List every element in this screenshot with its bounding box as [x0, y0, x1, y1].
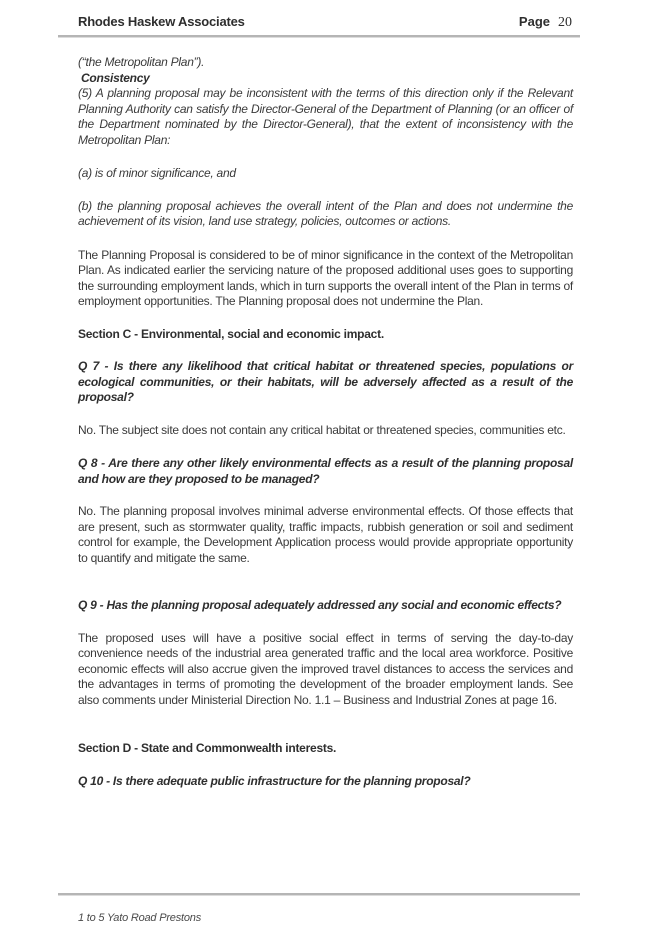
- footer-address: 1 to 5 Yato Road Prestons: [78, 912, 202, 924]
- question-8: Q 8 - Are there any other likely environmental effects as a result of the planning proposal and how are they proposed to be managed?: [78, 456, 573, 486]
- page-indicator: [519, 14, 572, 31]
- section-c-heading: Section C - Environmental, social and economic impact.: [78, 326, 384, 341]
- answer-9: The proposed uses will have a positive social effect in terms of serving the day-to-day convenience needs of the industrial area generated traffic and the local area workforce. Positive economic effects will also accrue given the improved travel distances to access the services and the advantages in terms of promoting the development of the broader employment lands. See also comments under Ministerial Direction No. 1.1 – Business and Industrial Zones at page 16.: [78, 630, 573, 707]
- page-number: 20: [558, 15, 572, 30]
- clause-5: (5) A planning proposal may be inconsistent with the terms of this direction only if the Relevant Planning Authority can satisfy the Director-General of the Department of Planning (or an officer of the Department nominated by the Director-General), that the extent of inconsistency with the Metropolitan Plan:: [78, 86, 573, 147]
- clause-a: (a) is of minor significance, and: [78, 166, 236, 180]
- answer-8: No. The planning proposal involves minimal adverse environmental effects. Of those effects that are present, such as stormwater quality, traffic impacts, rubbish generation or soil and sediment control for example, the Development Application process would provide appropriate opportunity to quantify and mitigate the same.: [78, 504, 573, 565]
- question-10: Q 10 - Is there adequate public infrastructure for the planning proposal?: [78, 773, 471, 788]
- consistency-heading: Consistency: [81, 70, 150, 85]
- footer-divider: [58, 893, 580, 895]
- section-d-heading: Section D - State and Commonwealth interests.: [78, 741, 337, 755]
- page-header: [78, 12, 572, 32]
- question-7: Q 7 - Is there any likelihood that critical habitat or threatened species, populations or ecological communities, or their habitats, will be adversely affected as a result of the proposal?: [78, 359, 573, 404]
- metropolitan-plan-quote: (“the Metropolitan Plan”).: [78, 55, 205, 69]
- response-paragraph: The Planning Proposal is considered to be of minor significance in the context of the Metropolitan Plan. As indicated earlier the servicing nature of the proposed additional uses goes to supporting the surrounding employment lands, which in turn supports the overall intent of the Plan in terms of employment opportunities. The Planning proposal does not undermine the Plan.: [78, 247, 573, 308]
- page-label: Page: [518, 14, 550, 29]
- header-divider: [58, 35, 580, 37]
- document-body: [78, 55, 573, 789]
- company-name: Rhodes Haskew Associates: [78, 14, 245, 29]
- answer-7: No. The subject site does not contain any critical habitat or threatened species, communities etc.: [78, 422, 566, 437]
- clause-b: (b) the planning proposal achieves the overall intent of the Plan and does not undermine the achievement of its vision, land use strategy, policies, outcomes or actions.: [78, 198, 573, 228]
- question-9: Q 9 - Has the planning proposal adequately addressed any social and economic effects?: [78, 598, 562, 612]
